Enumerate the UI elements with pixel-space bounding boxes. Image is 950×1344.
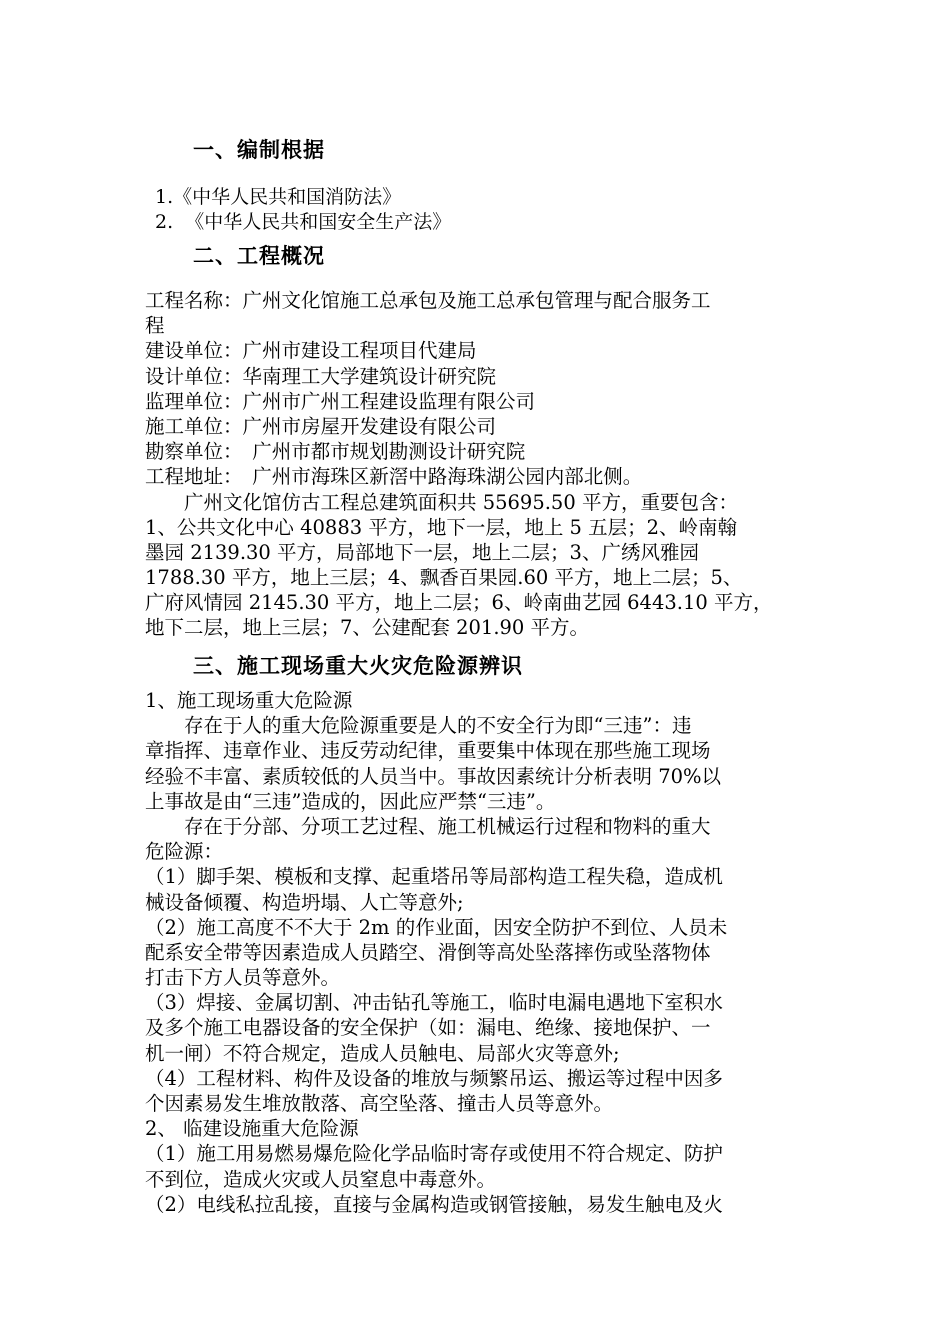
overview-line: 工程名称：广州文化馆施工总承包及施工总承包管理与配合服务工 xyxy=(145,289,711,312)
section-heading-hazard: 三、施工现场重大火灾危险源辨识 xyxy=(193,653,523,678)
overview-line: 地下二层，地上三层；7、公建配套 201.90 平方。 xyxy=(145,616,590,640)
hazard-identification-block xyxy=(145,688,825,1217)
overview-line: 1、公共文化中心 40883 平方，地下一层，地上 5 五层；2、岭南翰 xyxy=(145,515,738,539)
hazard-line: （4）工程材料、构件及设备的堆放与频繁吊运、搬运等过程中因多 xyxy=(145,1066,723,1090)
hazard-line: 存在于分部、分项工艺过程、施工机械运行过程和物料的重大 xyxy=(184,814,711,838)
project-overview-block xyxy=(145,288,825,641)
hazard-line: 上事故是由“三违”造成的，因此应严禁“三违”。 xyxy=(145,789,556,813)
list-item-2 xyxy=(155,207,451,234)
list-item-text: 《中华人民共和国安全生产法》 xyxy=(185,211,452,233)
hazard-line: 1、施工现场重大危险源 xyxy=(145,689,353,712)
hazard-line: （2）电线私拉乱接，直接与金属构造或钢管接触，易发生触电及火 xyxy=(145,1192,723,1216)
hazard-line: （1）施工用易燃易爆危险化学品临时寄存或使用不符合规定、防护 xyxy=(145,1142,723,1166)
list-item-1 xyxy=(155,182,401,209)
hazard-line: 不到位，造成火灾或人员窒息中毒意外。 xyxy=(145,1167,497,1191)
list-item-text: 《中华人民共和国消防法》 xyxy=(173,186,402,208)
hazard-line: 经验不丰富、素质较低的人员当中。事故因素统计分析表明 70%以 xyxy=(145,764,722,788)
overview-line: 墨园 2139.30 平方，局部地下一层，地上二层；3、广绣风雅园 xyxy=(145,540,699,564)
hazard-line: 械设备倾覆、构造坍塌、人亡等意外; xyxy=(145,890,464,914)
overview-line: 监理单位：广州市广州工程建设监理有限公司 xyxy=(145,389,536,413)
section-heading-basis: 一、编制根据 xyxy=(193,137,325,162)
overview-line: 施工单位：广州市房屋开发建设有限公司 xyxy=(145,414,497,438)
hazard-line: 章指挥、违章作业、违反劳动纪律，重要集中体现在那些施工现场 xyxy=(145,739,711,763)
hazard-line: 打击下方人员等意外。 xyxy=(145,966,341,990)
hazard-line: 2、 临建设施重大危险源 xyxy=(145,1117,359,1141)
hazard-line: 存在于人的重大危险源重要是人的不安全行为即“三违”：违 xyxy=(184,714,692,738)
overview-line: 建设单位：广州市建设工程项目代建局 xyxy=(145,339,477,363)
overview-line: 广州文化馆仿古工程总建筑面积共 55695.50 平方，重要包含： xyxy=(184,490,738,514)
overview-line: 广府风情园 2145.30 平方，地上二层；6、岭南曲艺园 6443.10 平方， xyxy=(145,591,773,615)
list-item-number: 1. xyxy=(155,186,174,208)
overview-line: 1788.30 平方，地上三层；4、飘香百果园.60 平方，地上二层；5、 xyxy=(145,566,743,590)
hazard-line: （1）脚手架、模板和支撑、起重塔吊等局部构造工程失稳，造成机 xyxy=(145,865,723,889)
hazard-line: 配系安全带等因素造成人员踏空、滑倒等高处坠落摔伤或坠落物体 xyxy=(145,940,711,964)
overview-line: 勘察单位： 广州市都市规划勘测设计研究院 xyxy=(145,440,526,464)
hazard-line: 机一闸）不符合规定，造成人员触电、局部火灾等意外; xyxy=(145,1041,620,1065)
hazard-line: 及多个施工电器设备的安全保护（如：漏电、绝缘、接地保护、一 xyxy=(145,1016,711,1040)
list-item-number: 2. xyxy=(155,211,174,233)
hazard-line: 个因素易发生堆放散落、高空坠落、撞击人员等意外。 xyxy=(145,1092,614,1115)
overview-line: 程 xyxy=(145,314,165,338)
hazard-line: （2）施工高度不不大于 2m 的作业面，因安全防护不到位、人员未 xyxy=(145,915,728,939)
section-heading-overview: 二、工程概况 xyxy=(193,243,325,268)
hazard-line: 危险源： xyxy=(145,840,224,864)
overview-line: 设计单位：华南理工大学建筑设计研究院 xyxy=(145,364,497,388)
hazard-line: （3）焊接、金属切割、冲击钻孔等施工，临时电漏电遇地下室积水 xyxy=(145,991,723,1015)
overview-line: 工程地址： 广州市海珠区新滘中路海珠湖公园内部北侧。 xyxy=(145,465,643,489)
